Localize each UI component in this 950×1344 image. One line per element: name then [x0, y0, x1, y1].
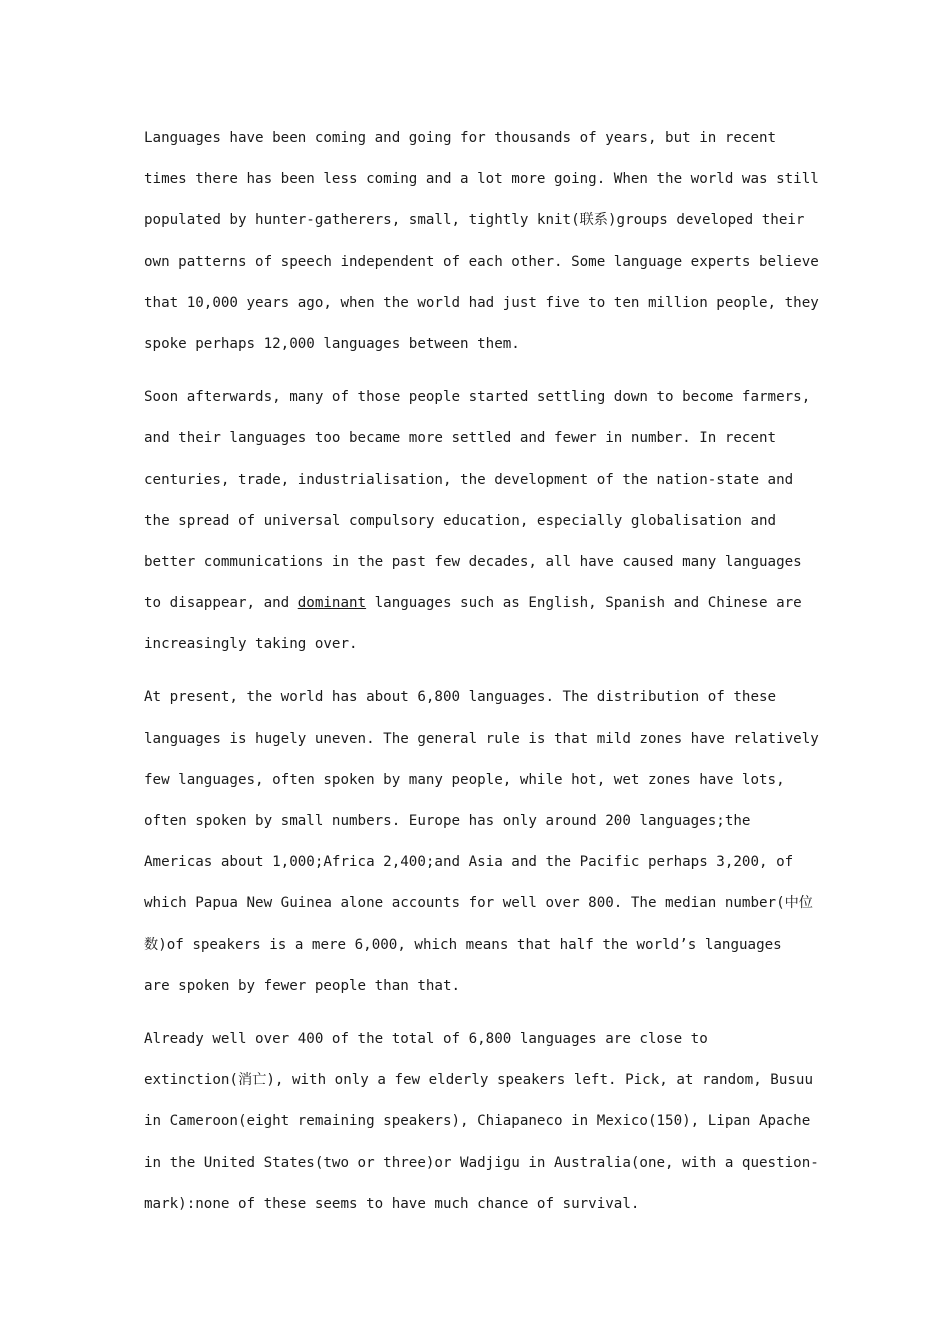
- text-line: increasingly taking over.: [144, 636, 358, 653]
- text-line: 数)of speakers is a mere 6,000, which means that half the world’s languages: [144, 936, 782, 953]
- text-line: Soon afterwards, many of those people started settling down to become farmers,: [144, 389, 811, 406]
- text-line: own patterns of speech independent of each other. Some language experts believe: [144, 253, 819, 270]
- text-segment: languages such as English, Spanish and Chinese are: [366, 595, 802, 612]
- paragraph-1: [144, 118, 819, 365]
- text-line: mark):none of these seems to have much chance of survival.: [144, 1195, 640, 1212]
- text-line: few languages, often spoken by many people, while hot, wet zones have lots,: [144, 771, 785, 788]
- paragraph-3: [144, 677, 819, 1007]
- text-line: often spoken by small numbers. Europe has only around 200 languages;the: [144, 813, 751, 829]
- text-line: which Papua New Guinea alone accounts for well over 800. The median number(中位: [144, 895, 813, 912]
- text-line: At present, the world has about 6,800 languages. The distribution of these: [144, 689, 777, 706]
- text-line: are spoken by fewer people than that.: [144, 977, 461, 994]
- text-line: spoke perhaps 12,000 languages between them.: [144, 335, 520, 352]
- text-line: in the United States(two or three)or Wadjigu in Australia(one, with a question-: [144, 1154, 819, 1171]
- text-line: and their languages too became more settled and fewer in number. In recent: [144, 430, 777, 447]
- paragraph-2: [144, 377, 816, 665]
- underlined-word-dominant: dominant: [297, 595, 367, 612]
- text-line: that 10,000 years ago, when the world had just five to ten million people, they: [144, 294, 819, 311]
- text-segment: to disappear, and: [144, 595, 298, 612]
- text-line: populated by hunter-gatherers, small, tightly knit(联系)groups developed their: [144, 212, 805, 229]
- text-line: centuries, trade, industrialisation, the development of the nation-state and: [144, 471, 794, 488]
- document-body: [144, 118, 819, 1237]
- text-line: languages is hugely uneven. The general rule is that mild zones have relatively: [144, 730, 819, 747]
- text-line: Already well over 400 of the total of 6,800 languages are close to: [144, 1030, 708, 1047]
- text-line: Languages have been coming and going for thousands of years, but in recent: [144, 130, 777, 146]
- text-line-with-underline: [144, 583, 816, 624]
- text-line: extinction(消亡), with only a few elderly speakers left. Pick, at random, Busuu: [144, 1072, 813, 1089]
- text-line: better communications in the past few decades, all have caused many languages: [144, 553, 802, 570]
- text-line: the spread of universal compulsory education, especially globalisation and: [144, 512, 777, 529]
- text-line: Americas about 1,000;Africa 2,400;and Asia and the Pacific perhaps 3,200, of: [144, 854, 794, 871]
- paragraph-4: [144, 1019, 819, 1225]
- text-line: times there has been less coming and a lot more going. When the world was still: [144, 171, 819, 188]
- text-line: in Cameroon(eight remaining speakers), Chiapaneco in Mexico(150), Lipan Apache: [144, 1113, 811, 1130]
